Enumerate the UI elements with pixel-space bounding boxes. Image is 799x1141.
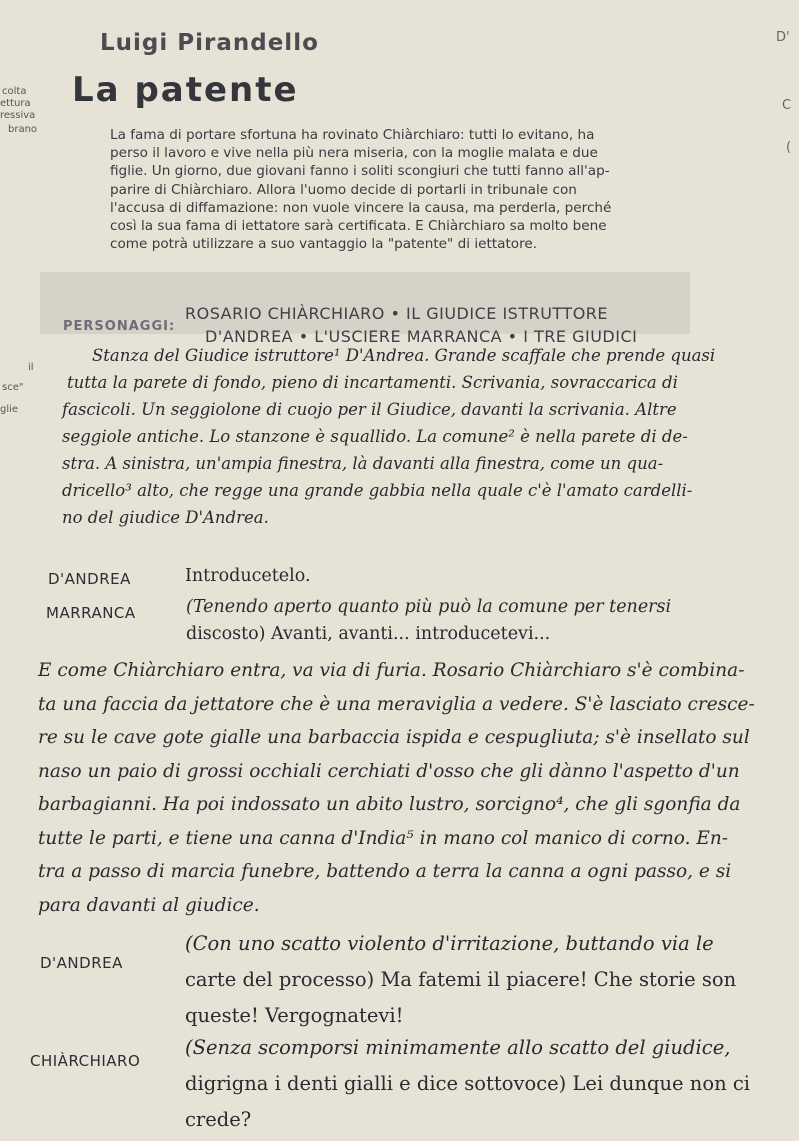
margin-note: sce"	[2, 382, 24, 393]
stage-line: stra. A sinistra, un'ampia finestra, là davanti alla finestra, come un qua-	[62, 454, 664, 473]
dialogue-line: (Tenendo aperto quanto più può la comune per tenersi	[186, 597, 672, 617]
margin-note: ettura	[0, 98, 31, 109]
stage-line: E come Chiàrchiaro entra, va via di furia. Rosario Chiàrchiaro s'è combina-	[38, 660, 745, 681]
dialogue-line: queste! Vergognatevi!	[185, 1004, 404, 1027]
speaker-name: MARRANCA	[46, 604, 136, 622]
intro-line: come potrà utilizzare a suo vantaggio la "patente" di iettatore.	[110, 236, 538, 253]
dialogue-line: crede?	[185, 1108, 252, 1131]
dialogue-block	[185, 1030, 750, 1138]
stage-line: tra a passo di marcia funebre, battendo a terra la canna a ogni passo, e si	[38, 861, 732, 882]
speaker-name: CHIÀRCHIARO	[30, 1052, 141, 1070]
intro-line: l'accusa di diffamazione: non vuole vincere la causa, ma perderla, perché	[110, 199, 612, 216]
stage-line: barbagianni. Ha poi indossato un abito lustro, sorcigno⁴, che gli sgonfia da	[38, 794, 741, 815]
stage-line: para davanti al giudice.	[38, 894, 260, 916]
stage-line: no del giudice D'Andrea.	[62, 508, 269, 527]
speaker-name: D'ANDREA	[48, 570, 131, 588]
stage-line: tutte le parti, e tiene una canna d'India⁵ in mano col manico di corno. En-	[38, 827, 729, 849]
margin-note: il	[28, 362, 34, 373]
stage-line: ta una faccia da jettatore che è una meraviglia a vedere. S'è lasciato cresce-	[38, 693, 755, 715]
dialogue-line: Introducetelo.	[185, 566, 311, 586]
stage-line: tutta la parete di fondo, pieno di incartamenti. Scrivania, sovraccarica di	[67, 373, 678, 392]
intro-line: La fama di portare sfortuna ha rovinato Chiàrchiaro: tutti lo evitano, ha	[110, 127, 595, 143]
intro-summary	[110, 126, 690, 253]
characters-line: ROSARIO CHIÀRCHIARO • IL GIUDICE ISTRUTTORE	[185, 304, 609, 323]
dialogue-line: carte del processo) Ma fatemi il piacere! Che storie son	[185, 968, 737, 991]
margin-note: ressiva	[0, 110, 36, 121]
stage-line: re su le cave gote gialle una barbaccia ispida e cespugliuta; s'è insellato sul	[38, 727, 750, 748]
dialogue-line: digrigna i denti gialli e dice sottovoce) Lei dunque non ci	[185, 1072, 750, 1095]
characters-line: D'ANDREA • L'USCIERE MARRANCA • I TRE GIUDICI	[205, 327, 638, 346]
dialogue-line: discosto) Avanti, avanti... introducetevi...	[186, 624, 551, 644]
dialogue-block	[185, 926, 736, 1034]
dialogue-line: (Con uno scatto violento d'irritazione, buttando via le	[185, 932, 714, 955]
stage-line: dricello³ alto, che regge una grande gabbia nella quale c'è l'amato cardelli-	[62, 481, 693, 500]
stage-line: fascicoli. Un seggiolone di cuojo per il Giudice, davanti la scrivania. Altre	[62, 400, 677, 419]
speaker-name: D'ANDREA	[40, 954, 123, 972]
margin-note: colta	[2, 86, 27, 97]
author-name: Luigi Pirandello	[100, 30, 319, 56]
margin-note: glie	[0, 404, 19, 415]
page-mark: D'	[776, 30, 790, 45]
characters-label: PERSONAGGI:	[63, 319, 176, 334]
margin-right-mark-2: (	[786, 140, 792, 155]
stage-line: Stanza del Giudice istruttore¹ D'Andrea. Grande scaffale che prende quasi	[92, 346, 716, 365]
intro-line: così la sua fama di iettatore sarà certificata. E Chiàrchiaro sa molto bene	[110, 218, 607, 235]
stage-direction	[38, 654, 755, 922]
page-title: La patente	[72, 70, 299, 110]
intro-line: parire di Chiàrchiaro. Allora l'uomo decide di portarli in tribunale con	[110, 181, 577, 198]
margin-right-mark: C	[782, 98, 792, 113]
intro-line: figlie. Un giorno, due giovani fanno i soliti scongiuri che tutti fanno all'ap-	[110, 163, 610, 180]
stage-line: naso un paio di grossi occhiali cerchiati d'osso che gli dànno l'aspetto d'un	[38, 760, 740, 782]
dialogue-line: (Senza scomporsi minimamente allo scatto del giudice,	[185, 1036, 731, 1059]
stage-direction	[62, 342, 715, 531]
intro-line: perso il lavoro e vive nella più nera miseria, con la moglie malata e due	[110, 145, 598, 162]
stage-line: seggiole antiche. Lo stanzone è squallido. La comune² è nella parete di de-	[62, 427, 688, 446]
margin-note: brano	[8, 124, 38, 135]
